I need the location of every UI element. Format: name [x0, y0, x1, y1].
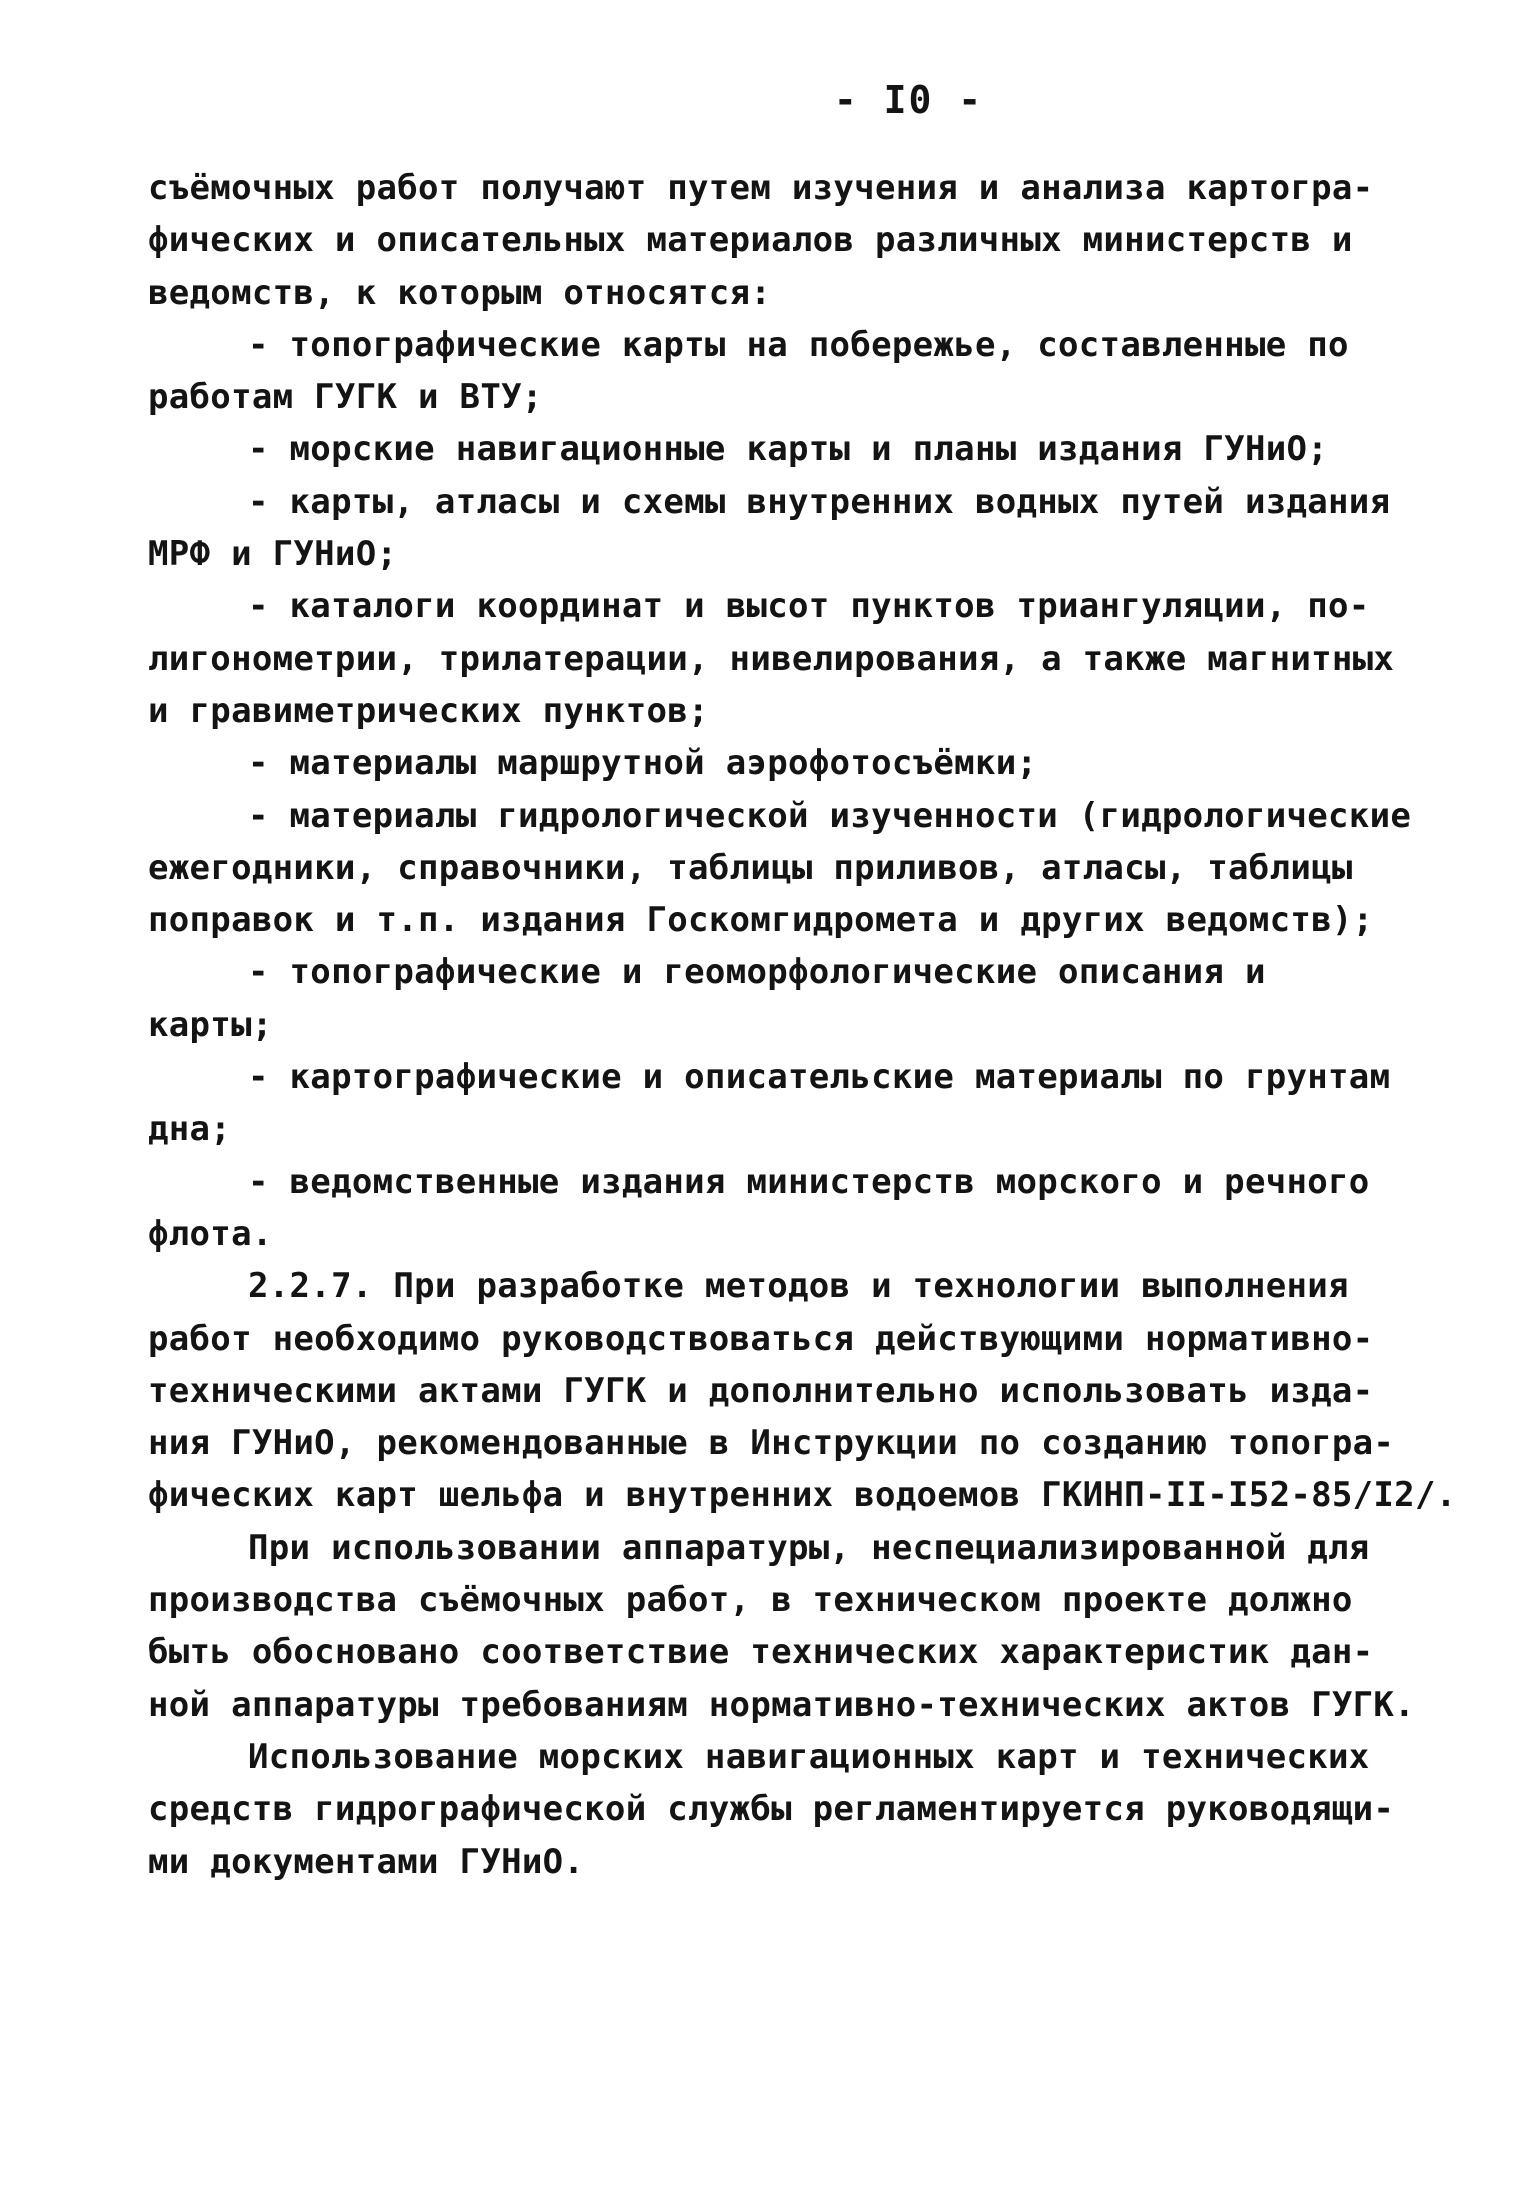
text-line: поправок и т.п. издания Госкомгидромета и других ведомств); — [148, 900, 1374, 941]
text-line: работам ГУГК и ВТУ; — [148, 377, 543, 418]
text-line: - материалы маршрутной аэрофотосъёмки; — [248, 743, 1038, 784]
text-line: средств гидрографической службы регламентируется руководящи- — [148, 1789, 1395, 1830]
text-line: дна; — [148, 1109, 232, 1150]
text-line: ведомств, к которым относятся: — [148, 272, 772, 313]
page-number: - I0 - — [833, 78, 984, 122]
body-text — [148, 162, 1468, 1888]
text-line: карты; — [148, 1004, 273, 1045]
text-line: фических и описательных материалов различных министерств и — [148, 220, 1353, 261]
text-line: и гравиметрических пунктов; — [148, 690, 709, 731]
text-line: ной аппаратуры требованиям нормативно-технических актов ГУГК. — [148, 1684, 1415, 1725]
text-line: МРФ и ГУНиО; — [148, 534, 398, 575]
text-line: Использование морских навигационных карт и технических — [248, 1736, 1370, 1777]
text-line: - материалы гидрологической изученности (гидрологические — [248, 795, 1412, 836]
text-line: ежегодники, справочники, таблицы приливов, атласы, таблицы — [148, 847, 1353, 888]
text-line: При использовании аппаратуры, неспециализированной для — [248, 1527, 1370, 1568]
text-line: - ведомственные издания министерств морского и речного — [248, 1161, 1370, 1202]
text-line: 2.2.7. При разработке методов и технологии выполнения — [248, 1266, 1349, 1307]
text-line: съёмочных работ получают путем изучения и анализа картогра- — [148, 168, 1374, 208]
text-line: лигонометрии, трилатерации, нивелирования, а также магнитных — [148, 638, 1395, 679]
text-line: - каталоги координат и высот пунктов триангуляции, по- — [248, 586, 1370, 627]
text-line: - топографические карты на побережье, составленные по — [248, 324, 1349, 365]
text-line: ми документами ГУНиО. — [148, 1841, 585, 1882]
text-line: флота. — [148, 1213, 273, 1254]
text-line: фических карт шельфа и внутренних водоемов ГКИНП-II-I52-85/I2/. — [148, 1475, 1457, 1516]
text-line: техническими актами ГУГК и дополнительно использовать изда- — [148, 1370, 1374, 1411]
text-line: - морские навигационные карты и планы издания ГУНиО; — [248, 429, 1329, 470]
text-line: ния ГУНиО, рекомендованные в Инструкции по созданию топогра- — [148, 1423, 1395, 1464]
text-line: - карты, атласы и схемы внутренних водных путей издания — [248, 481, 1391, 522]
text-line: работ необходимо руководствоваться действующими нормативно- — [148, 1318, 1374, 1359]
text-line: - топографические и геоморфологические описания и — [248, 952, 1266, 993]
text-line: быть обосновано соответствие технических характеристик дан- — [148, 1632, 1374, 1673]
text-line: производства съёмочных работ, в техническом проекте должно — [148, 1580, 1353, 1621]
text-line: - картографические и описательские материалы по грунтам — [248, 1057, 1391, 1098]
